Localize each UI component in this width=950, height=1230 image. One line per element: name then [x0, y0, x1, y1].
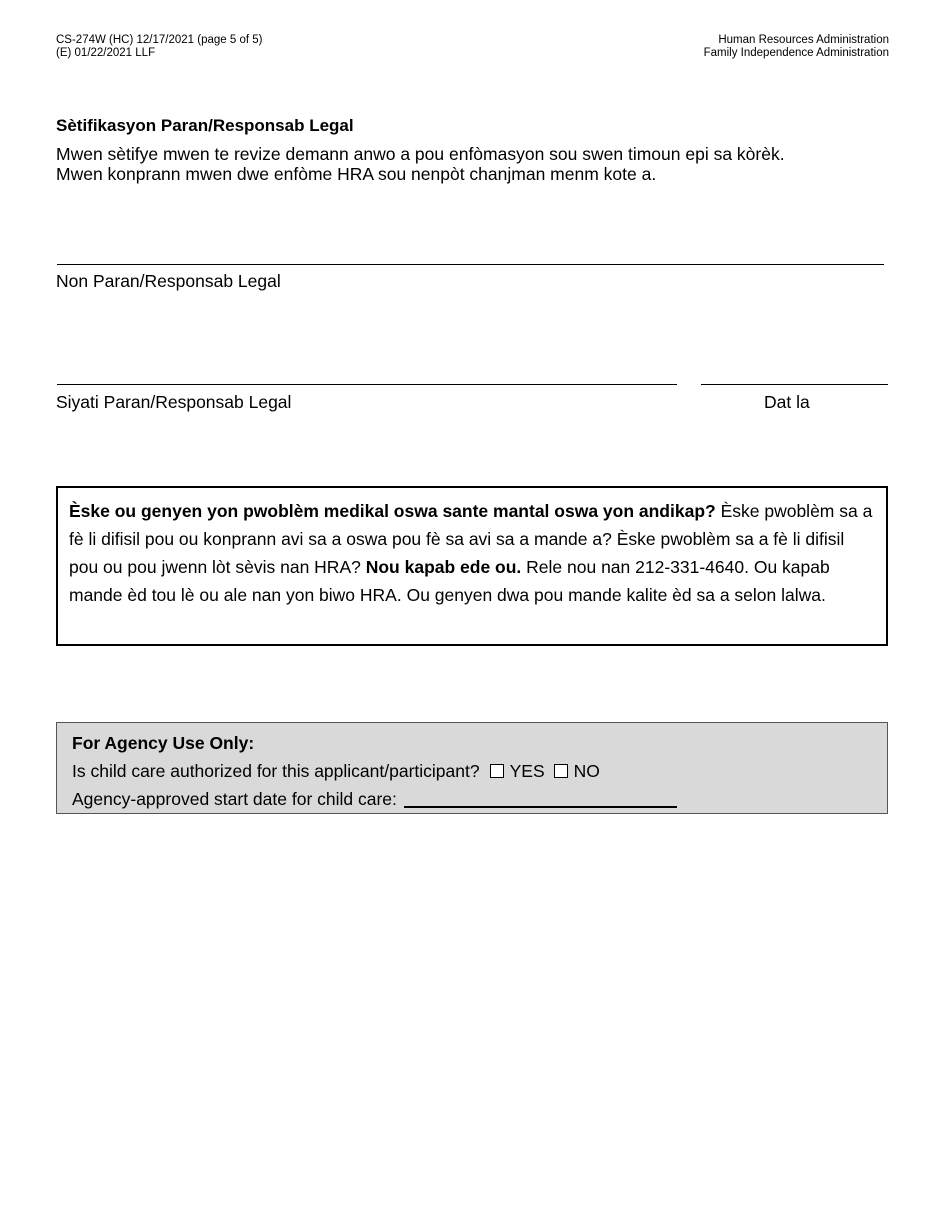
certification-line-1: Mwen sètifye mwen te revize demann anwo a pou enfòmasyon sou swen timoun epi sa kòrèk. [56, 144, 785, 164]
signature-date-field[interactable] [701, 384, 888, 385]
yes-label: YES [509, 761, 545, 781]
notice-text-2: Rele nou nan 212-331-4640. Ou kapab mande èd tou lè ou ale nan yon biwo HRA. Ou genyen dwa pou mande kalite èd sa a selon lalwa. [69, 557, 830, 605]
signature-date-label: Dat la [764, 392, 810, 412]
division-name: Family Independence Administration [703, 47, 889, 59]
parent-name-field[interactable] [57, 264, 884, 265]
form-id: CS-274W (HC) 12/17/2021 (page 5 of 5) [56, 34, 263, 46]
agency-use-title: For Agency Use Only: [72, 733, 255, 753]
parent-name-label: Non Paran/Responsab Legal [56, 271, 281, 291]
yes-checkbox[interactable] [490, 764, 504, 778]
agency-use-box [56, 722, 888, 814]
start-date-field[interactable] [404, 806, 677, 808]
certification-title: Sètifikasyon Paran/Responsab Legal [56, 116, 354, 135]
child-care-authorization-row [72, 757, 872, 785]
start-date-label: Agency-approved start date for child care: [72, 789, 397, 809]
no-label: NO [573, 761, 600, 781]
certification-line-2: Mwen konprann mwen dwe enfòme HRA sou nenpòt chanjman menm kote a. [56, 164, 657, 184]
parent-signature-field[interactable] [57, 384, 677, 385]
no-checkbox[interactable] [554, 764, 568, 778]
notice-question: Èske ou genyen yon pwoblèm medikal oswa sante mantal oswa yon andikap? [69, 501, 716, 521]
start-date-row [72, 785, 872, 813]
agency-name: Human Resources Administration [718, 34, 889, 46]
accessibility-notice [56, 486, 888, 646]
form-header-left [56, 34, 262, 60]
parent-signature-label: Siyati Paran/Responsab Legal [56, 392, 292, 412]
notice-text-1: Èske pwoblèm sa a fè li difisil pou ou konprann avi sa a oswa pou fè sa avi sa a mande a? Èske pwoblèm sa a fè li difisil pou ou pou jwenn lòt sèvis nan HRA? [69, 501, 873, 577]
authorization-question: Is child care authorized for this applicant/participant? [72, 761, 480, 781]
certification-statement [56, 144, 785, 184]
form-header-right [704, 34, 889, 60]
notice-help: Nou kapab ede ou. [365, 557, 522, 577]
form-revision: (E) 01/22/2021 LLF [56, 47, 156, 59]
